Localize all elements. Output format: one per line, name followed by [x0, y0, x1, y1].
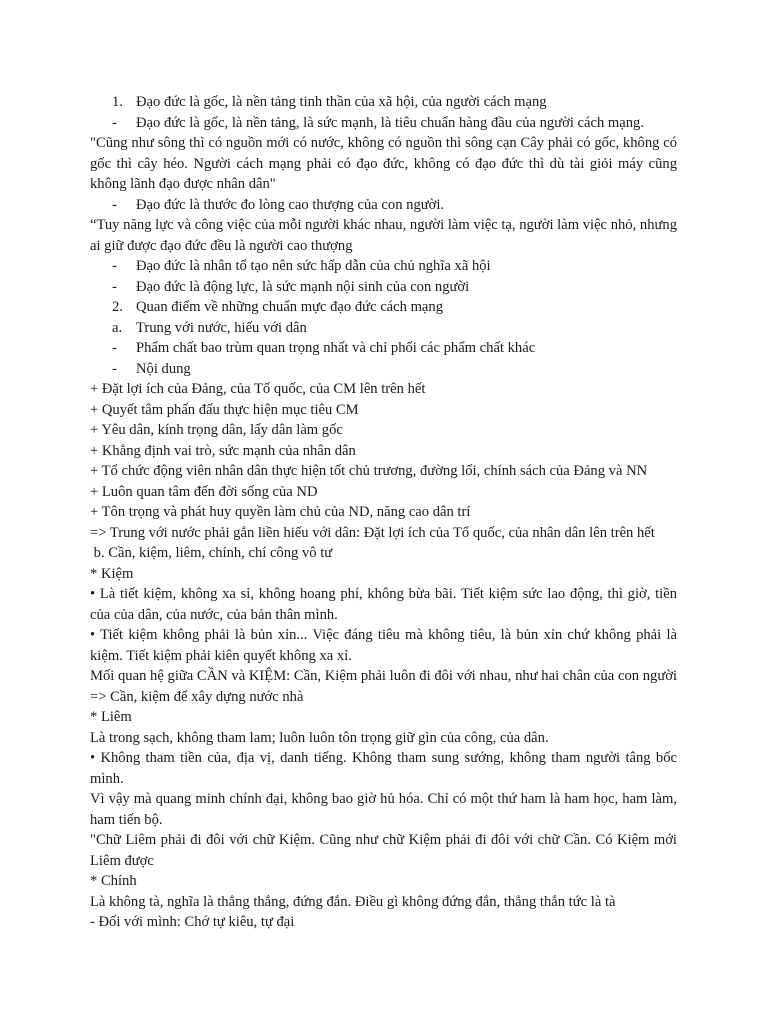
- list-text: Nội dung: [136, 360, 191, 377]
- paragraph: Mối quan hệ giữa CẦN và KIỆM: Cần, Kiệm phải luôn đi đôi với nhau, như hai chân của con người => Cần, kiệm để xây dựng nước nhà: [90, 668, 677, 705]
- list-marker: -: [112, 258, 117, 274]
- bullet-paragraph: • Tiết kiệm không phải là bủn xỉn... Việc đáng tiêu mà không tiêu, là bủn xỉn chứ không phải là kiệm. Tiết kiệm phải kiên quyết không xa xỉ.: [90, 627, 677, 664]
- plus-item: + Quyết tâm phấn đấu thực hiện mục tiêu CM: [90, 401, 359, 418]
- topic-heading: * Kiệm: [90, 565, 134, 582]
- list-text: Đạo đức là động lực, là sức mạnh nội sinh của con người: [136, 278, 470, 295]
- dash-item: [90, 195, 677, 216]
- list-text: Đạo đức là thước đo lòng cao thượng của con người.: [136, 196, 445, 213]
- list-marker: -: [112, 278, 117, 295]
- dash-item: [90, 338, 677, 359]
- dash-item: [90, 113, 677, 134]
- topic-heading: * Liêm: [90, 709, 132, 725]
- plus-item: + Yêu dân, kính trọng dân, lấy dân làm gốc: [90, 422, 343, 438]
- list-marker: a.: [112, 319, 123, 336]
- plus-item: + Tôn trọng và phát huy quyền làm chủ của ND, năng cao dân trí: [90, 504, 471, 520]
- list-text: Đạo đức là gốc, là nền tảng, là sức mạnh, là tiêu chuẩn hàng đầu của người cách mạng.: [136, 114, 644, 131]
- plus-item: + Tổ chức động viên nhân dân thực hiện tốt chủ trương, đường lối, chính sách của Đảng và NN: [90, 463, 648, 479]
- quote-paragraph: “Tuy năng lực và công việc của mỗi người khác nhau, người làm việc tạ, người làm việc nhỏ, nhưng ai giữ được đạo đức đều là người cao thượng: [90, 217, 677, 254]
- subsection-heading: Trung với nước, hiếu với dân: [136, 319, 307, 336]
- document-page: [90, 92, 677, 933]
- bullet-paragraph: • Là tiết kiệm, không xa sỉ, không hoang phí, không bừa bãi. Tiết kiệm sức lao động, thì giờ, tiền của của dân, của nước, của bản thân mình.: [90, 586, 677, 623]
- quote-paragraph: "Cũng như sông thì có nguồn mới có nước, không có nguồn thì sông cạn Cây phải có gốc, không có gốc thì cây héo. Người cách mạng phải có đạo đức, không có đạo đức thì dù tài giỏi máy cũng không lãnh đạo được nhân dân": [90, 135, 677, 192]
- list-marker: 2.: [112, 299, 123, 315]
- dash-item: [90, 277, 677, 298]
- list-marker: -: [112, 114, 117, 131]
- list-text: Đạo đức là gốc, là nền tảng tinh thần của xã hội, của người cách mạng: [136, 94, 547, 110]
- dash-line: - Đối với mình: Chớ tự kiêu, tự đại: [90, 914, 295, 930]
- plus-item: + Luôn quan tâm đến đời sống của ND: [90, 483, 318, 500]
- topic-heading: * Chính: [90, 873, 137, 889]
- list-marker: 1.: [112, 94, 123, 110]
- list-marker: -: [112, 196, 117, 213]
- quote-paragraph: "Chữ Liêm phải đi đôi với chữ Kiệm. Cũng như chữ Kiệm phải đi đôi với chữ Cần. Có Kiệm mới Liêm được: [90, 832, 677, 869]
- numbered-item: [90, 297, 677, 318]
- dash-item: [90, 256, 677, 277]
- plus-item: + Khẳng định vai trò, sức mạnh của nhân dân: [90, 442, 356, 459]
- numbered-item: [90, 92, 677, 113]
- dash-item: [90, 359, 677, 380]
- list-text: Phẩm chất bao trùm quan trọng nhất và chỉ phối các phẩm chất khác: [136, 340, 536, 356]
- paragraph: Vì vậy mà quang minh chính đại, không bao giờ hủ hóa. Chỉ có một thứ ham là ham học, ham làm, ham tiến bộ.: [90, 791, 677, 828]
- list-marker: -: [112, 360, 117, 377]
- plus-item: + Đặt lợi ích của Đảng, của Tổ quốc, của CM lên trên hết: [90, 381, 426, 397]
- list-marker: -: [112, 340, 117, 356]
- list-text: Đạo đức là nhân tố tạo nên sức hấp dẫn của chủ nghĩa xã hội: [136, 258, 491, 274]
- paragraph-line: Là trong sạch, không tham lam; luôn luôn tôn trọng giữ gìn của công, của dân.: [90, 729, 549, 746]
- paragraph-line: Là không tà, nghĩa là thẳng thắng, đứng đắn. Điều gì không đứng đắn, thẳng thắn tức là tà: [90, 893, 616, 910]
- subsection-heading: b. Cần, kiệm, liêm, chính, chí công vô tư: [90, 545, 333, 561]
- conclusion-line: => Trung với nước phải gắn liền hiếu với dân: Đặt lợi ích của Tổ quốc, của nhân dân lên trên hết: [90, 524, 655, 541]
- lettered-item: [90, 318, 677, 339]
- bullet-paragraph: • Không tham tiền của, địa vị, danh tiếng. Không tham sung sướng, không tham người tâng bốc mình.: [90, 750, 677, 787]
- section-heading: Quan điểm về những chuẩn mực đạo đức cách mạng: [136, 299, 443, 315]
